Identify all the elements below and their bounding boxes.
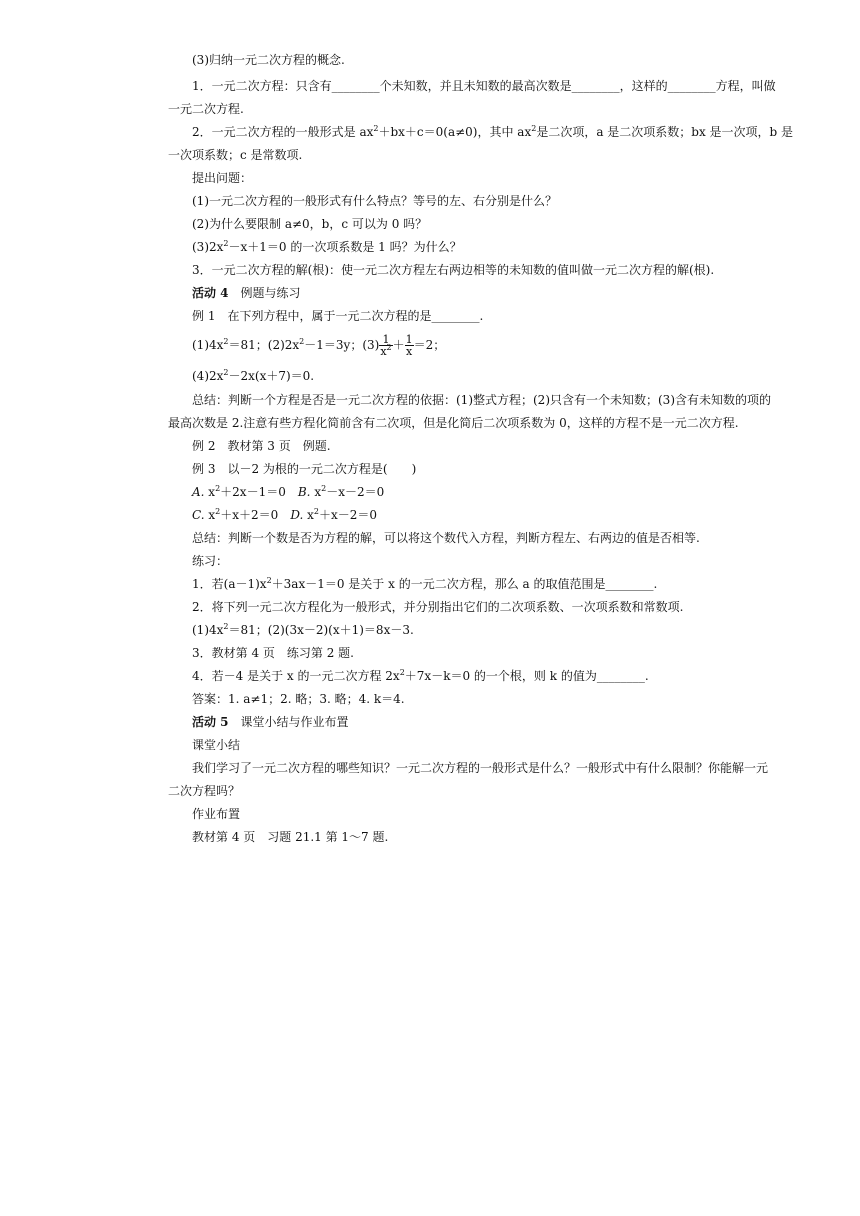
section-3-heading: (3)归纳一元二次方程的概念.: [192, 53, 345, 67]
text: (3)2x: [192, 240, 224, 254]
text: ＋x＋2＝0: [220, 508, 291, 522]
text: ＋3ax－1＝0 是关于 x 的一元二次方程，那么 a 的取值范围是: [271, 577, 606, 591]
activity-title: 例题与练习: [228, 286, 301, 300]
text: ＝81；(2)2x: [228, 338, 300, 352]
summary-2: 总结：判断一个数是否为方程的解，可以将这个数代入方程，判断方程左、右两边的值是否相等.: [192, 531, 700, 545]
text: x: [204, 485, 216, 499]
homework-text: 教材第 4 页 习题 21.1 第 1～7 题.: [192, 830, 389, 844]
option-letter: D.: [290, 508, 304, 522]
example-3-options-ab: [192, 484, 384, 500]
text: (4)2x: [192, 369, 224, 383]
exponent: 2: [223, 368, 229, 377]
exponent: 2: [215, 507, 221, 516]
text: 是二次项，a 是二次项系数；bx 是一次项，b 是: [536, 125, 794, 139]
text: 个未知数，并且未知数的最高次数是: [379, 79, 572, 93]
concept-2-line-2: 一次项系数；c 是常数项.: [168, 148, 303, 162]
text: 1．若(a－1)x: [192, 577, 267, 591]
text: 方程，叫做: [715, 79, 776, 93]
example-2: 例 2 教材第 3 页 例题.: [192, 439, 331, 453]
text: x: [310, 485, 322, 499]
text: .: [479, 309, 484, 323]
questions-heading: 提出问题：: [192, 171, 253, 185]
text: ＝2；: [413, 338, 446, 352]
class-summary-heading: 课堂小结: [192, 738, 241, 752]
concept-1-line-2: 一元二次方程.: [168, 102, 244, 116]
text: ＋7x－k＝0 的一个根，则 k 的值为: [404, 669, 597, 683]
practice-2: 2．将下列一元二次方程化为一般形式，并分别指出它们的二次项系数、一次项系数和常数项.: [192, 600, 684, 614]
text: ＋2x－1＝0: [220, 485, 298, 499]
exponent: 2: [223, 239, 229, 248]
text: .: [644, 669, 649, 683]
practice-3: 3．教材第 4 页 练习第 2 题.: [192, 646, 354, 660]
text: 4．若－4 是关于 x 的一元二次方程 2x: [192, 669, 400, 683]
exponent: 2: [215, 484, 221, 493]
activity-5-heading: [192, 714, 349, 730]
exponent: 2: [299, 337, 305, 346]
text: ＋: [392, 338, 405, 352]
text: ＝81；(2)(3x－2)(x＋1)＝8x－3.: [228, 623, 414, 637]
fill-blank: ________: [431, 309, 480, 323]
activity-title: 课堂小结与作业布置: [228, 715, 349, 729]
text: 1．一元二次方程：只含有: [192, 79, 332, 93]
practice-1: [192, 576, 657, 592]
denominator: [379, 343, 392, 358]
text: 2．一元二次方程的一般形式是 ax: [192, 125, 374, 139]
fraction: [405, 334, 414, 357]
activity-label: 活动 5: [192, 715, 229, 729]
text: ，这样的: [619, 79, 668, 93]
numerator: 1: [379, 334, 392, 346]
summary-1-line-1: 总结：判断一个方程是否是一元二次方程的依据：(1)整式方程；(2)只含有一个未知数；(3)含有未知数的项的: [192, 393, 771, 407]
text: x: [380, 345, 387, 358]
fill-blank: ________: [596, 669, 645, 683]
activity-4-heading: [192, 285, 301, 301]
fill-blank: ________: [331, 79, 380, 93]
question-2: (2)为什么要限制 a≠0，b，c 可以为 0 吗？: [192, 217, 428, 231]
example-1-options-1: [192, 333, 445, 357]
concept-1-line-1: [192, 78, 776, 94]
text: －2x(x＋7)＝0.: [228, 369, 315, 383]
exponent: 2: [313, 507, 320, 516]
exponent: 2: [223, 337, 229, 346]
question-1: (1)一元二次方程的一般形式有什么特点？等号的左、右分别是什么？: [192, 194, 558, 208]
fraction: [379, 334, 392, 357]
text: .: [653, 577, 658, 591]
text: (1)4x: [192, 623, 224, 637]
option-letter: A.: [192, 485, 205, 499]
exponent: 2: [531, 124, 537, 133]
example-1: [192, 308, 483, 324]
text: x: [303, 508, 314, 522]
text: －1＝3y；(3): [304, 338, 380, 352]
fill-blank: ________: [605, 577, 654, 591]
numerator: 1: [405, 333, 413, 346]
exponent: 2: [386, 343, 392, 352]
exponent: 2: [266, 576, 272, 585]
example-3: 例 3 以－2 为根的一元二次方程是( ): [192, 462, 417, 476]
text: ＋x－2＝0: [319, 508, 378, 522]
practice-4: [192, 668, 649, 684]
exponent: 2: [321, 484, 327, 493]
fill-blank: ________: [571, 79, 620, 93]
concept-3: 3．一元二次方程的解(根)：使一元二次方程左右两边相等的未知数的值叫做一元二次方程的解(根).: [192, 263, 715, 277]
example-3-options-cd: [192, 507, 377, 523]
class-summary-line-1: 我们学习了一元二次方程的哪些知识？一元二次方程的一般形式是什么？一般形式中有什么限制？你能解一元: [192, 761, 769, 775]
option-letter: B.: [297, 485, 311, 499]
question-3: [192, 239, 462, 255]
exponent: 2: [223, 622, 229, 631]
practice-2-items: [192, 622, 414, 638]
text: x: [204, 508, 216, 522]
example-1-options-2: [192, 368, 314, 384]
homework-heading: 作业布置: [192, 807, 241, 821]
text: －x－2＝0: [326, 485, 385, 499]
summary-1-line-2: 最高次数是 2.注意有些方程化简前含有二次项，但是化简后二次项系数为 0，这样的方程不是一元二次方程.: [168, 416, 739, 430]
activity-label: 活动 4: [192, 286, 229, 300]
fill-blank: ________: [667, 79, 716, 93]
text: －x＋1＝0 的一次项系数是 1 吗？为什么？: [228, 240, 462, 254]
option-letter: C.: [192, 508, 205, 522]
concept-2-line-1: [192, 124, 793, 140]
text: 例 1 在下列方程中，属于一元二次方程的是: [192, 309, 432, 323]
class-summary-line-2: 二次方程吗？: [168, 784, 241, 798]
practice-heading: 练习：: [192, 554, 229, 568]
text: ＋bx＋c＝0(a≠0)，其中 ax: [378, 125, 532, 139]
text: (1)4x: [192, 338, 224, 352]
exponent: 2: [373, 124, 379, 133]
exponent: 2: [399, 668, 405, 677]
denominator: x: [406, 345, 413, 358]
answers: 答案：1. a≠1；2. 略；3. 略；4. k＝4.: [192, 692, 405, 706]
